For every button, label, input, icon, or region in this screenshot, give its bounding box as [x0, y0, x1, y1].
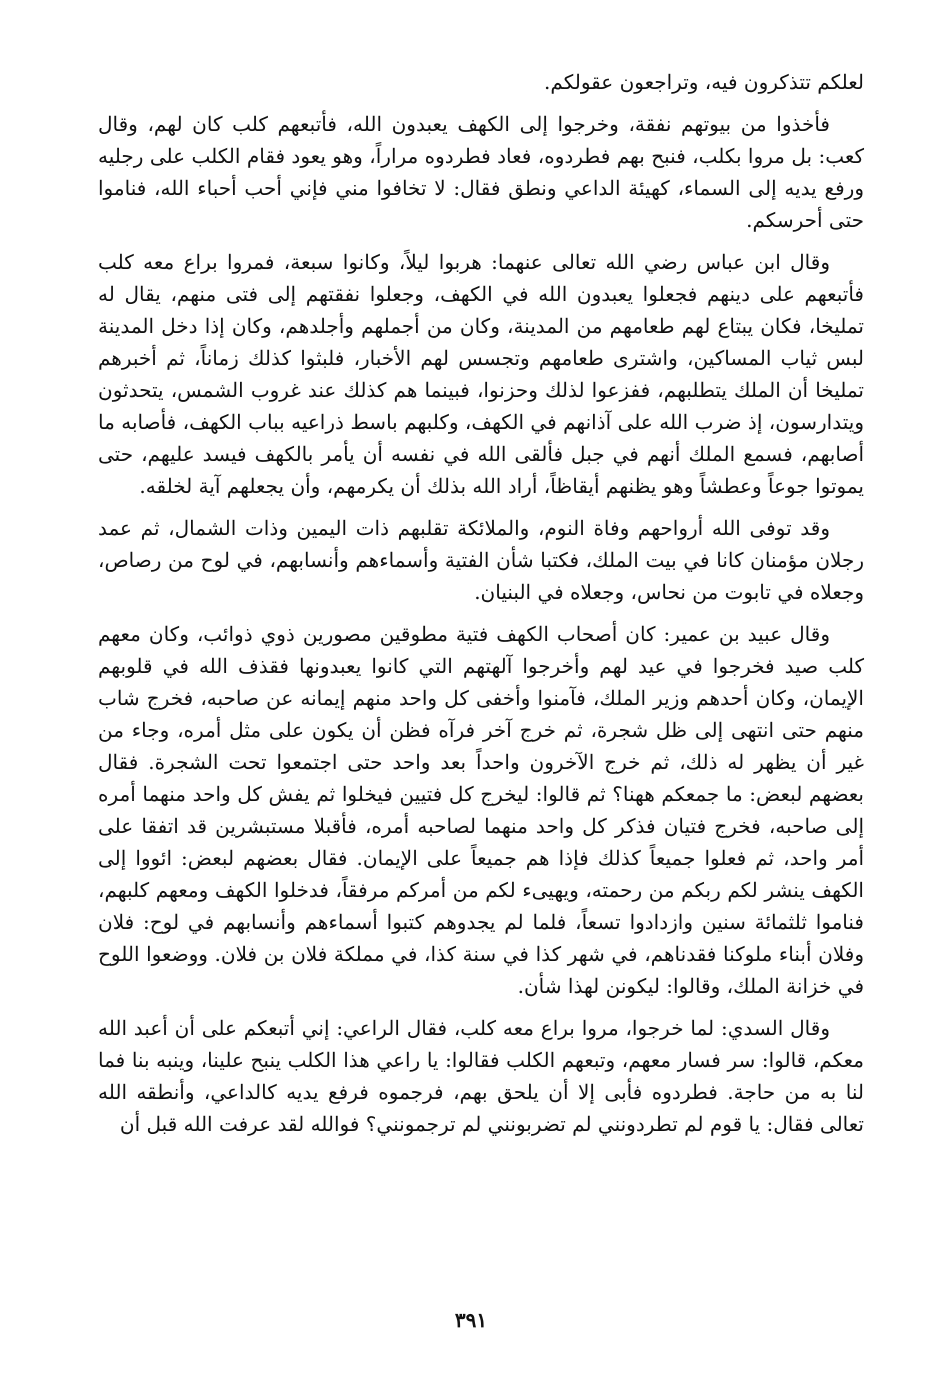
paragraph-5: وقال عبيد بن عمير: كان أصحاب الكهف فتية مطوقين مصورين ذوي ذوائب، وكان معهم كلب صيد فخرجوا في عيد لهم وأخرجوا آلهتهم التي كانوا يعبدونها فقذف الله في قلوبهم الإيمان، وكان أحدهم وزير الملك، فآمنوا وأخفى كل واحد منهم إيمانه عن صاحبه، فخرج شاب منهم حتى انتهى إلى ظل شجرة، ثم خرج آخر فرآه فظن أن يكون على مثل أمره، وجاء من غير أن يظهر له ذلك، ثم خرج الآخرون واحداً بعد واحد حتى اجتمعوا تحت الشجرة. فقال بعضهم لبعض: ما جمعكم ههنا؟ ثم قالوا: ليخرج كل فتيين فيخلوا ثم يفش كل واحد منهما أمره إلى صاحبه، فخرج فتيان فذكر كل واحد منهما لصاحبه أمره، فأقبلا مستبشرين قد اتفقا على أمر واحد، ثم فعلوا جميعاً كذلك فإذا هم جميعاً على الإيمان. فقال بعضهم لبعض: ائووا إلى الكهف ينشر لكم ربكم من رحمته، ويهيىء لكم من أمركم مرفقاً، فدخلوا الكهف ومعهم كلبهم، فناموا ثلثمائة سنين وازدادوا تسعاً، فلما لم يجدوهم كتبوا أسماءهم وأنسابهم في لوح: فلان وفلان أبناء ملوكنا فقدناهم، في شهر كذا في سنة كذا، في مملكة فلان بن فلان. ووضعوا اللوح في خزانة الملك، وقالوا: ليكونن لهذا شأن.: [98, 622, 864, 998]
paragraph-2: فأخذوا من بيوتهم نفقة، وخرجوا إلى الكهف يعبدون الله، فأتبعهم كلب كان لهم، وقال كعب: بل مروا بكلب، فنبح بهم فطردوه، فعاد فطردوه مراراً، وهو يعود فقام الكلب على رجليه ورفع يديه إلى السماء، كهيئة الداعي ونطق فقال: لا تخافوا مني فإني أحب أحباء الله، فناموا حتى أحرسكم.: [98, 112, 864, 232]
page-body: [98, 66, 864, 1150]
paragraph-3: وقال ابن عباس رضي الله تعالى عنهما: هربوا ليلاً، وكانوا سبعة، فمروا براع معه كلب فأتبعهم على دينهم فجعلوا يعبدون الله في الكهف، وجعلوا نفقتهم إلى فتى منهم، يقال له تمليخا، فكان يبتاع لهم طعامهم من المدينة، وكان من أجملهم وأجلدهم، وكان إذا دخل المدينة لبس ثياب المساكين، واشترى طعامهم وتجسس لهم الأخبار، فلبثوا كذلك زماناً، ثم أخبرهم تمليخا أن الملك يتطلبهم، ففزعوا لذلك وحزنوا، فبينما هم كذلك عند غروب الشمس، يتحدثون ويتدارسون، إذ ضرب الله على آذانهم في الكهف، وكلبهم باسط ذراعيه بباب الكهف، فأصابه ما أصابهم، فسمع الملك أنهم في جبل فألقى الله في نفسه أن يأمر بالكهف فيسد عليهم، حتى يموتوا جوعاً وعطشاً وهو يظنهم أيقاظاً، أراد الله بذلك أن يكرمهم، وأن يجعلهم آية لخلقه.: [98, 250, 864, 498]
page-number: ٣٩١: [454, 1308, 488, 1332]
paragraph-4: وقد توفى الله أرواحهم وفاة النوم، والملائكة تقلبهم ذات اليمين وذات الشمال، ثم عمد رجلان مؤمنان كانا في بيت الملك، فكتبا شأن الفتية وأسماءهم وأنسابهم، في لوح من رصاص، وجعلاه في تابوت من نحاس، وجعلاه في البنيان.: [98, 516, 864, 604]
paragraph-1: لعلكم تتذكرون فيه، وتراجعون عقولكم.: [544, 70, 864, 94]
paragraph-6: وقال السدي: لما خرجوا، مروا براع معه كلب، فقال الراعي: إني أتبعكم على أن أعبد الله معكم، قالوا: سر فسار معهم، وتبعهم الكلب فقالوا: يا راعي هذا الكلب ينبح علينا، وينبه بنا فما لنا به من حاجة. فطردوه فأبى إلا أن يلحق بهم، فرجموه فرفع يديه كالداعي، وأنطقه الله تعالى فقال: يا قوم لم تطردونني لم تضربونني لم ترجمونني؟ فوالله لقد عرفت الله قبل أن: [98, 1016, 864, 1136]
